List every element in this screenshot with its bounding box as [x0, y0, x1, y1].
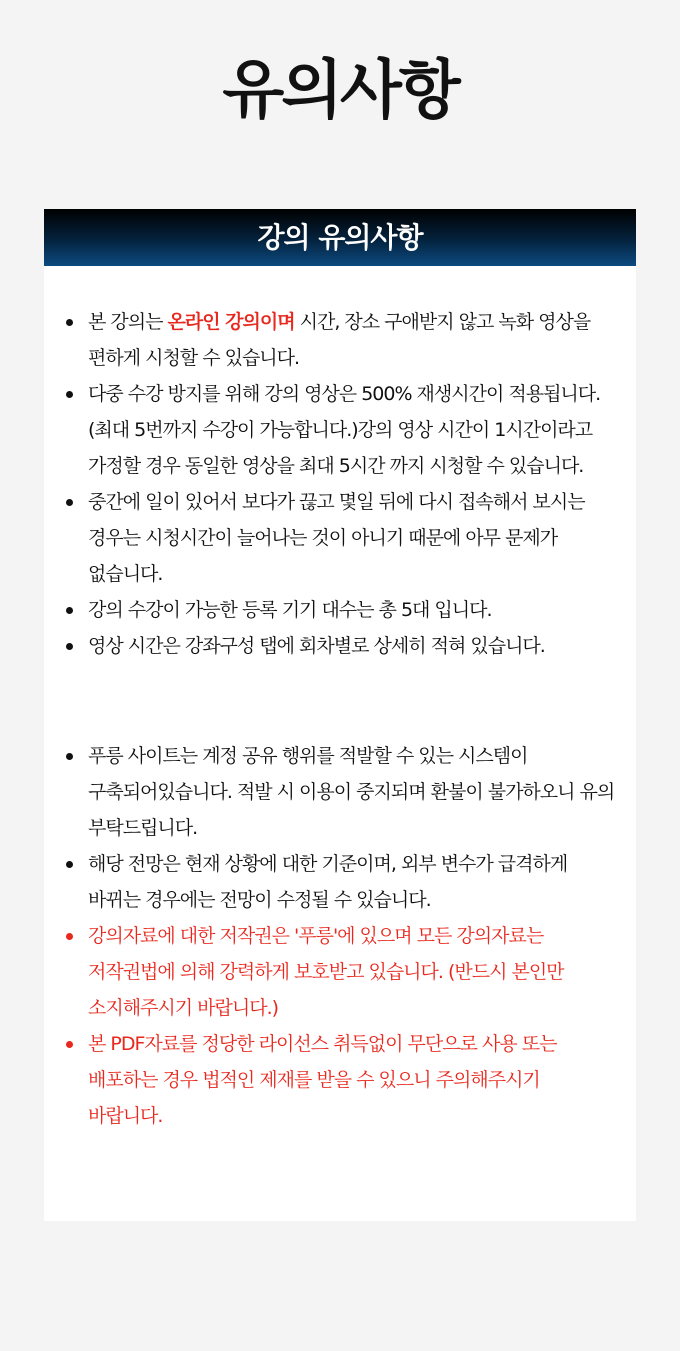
notice-item-pdf-license: 본 PDF자료를 정당한 라이선스 취득없이 무단으로 사용 또는 배포하는 경우 법적인 제재를 받을 수 있으니 주의해주시기 바랍니다.	[88, 1026, 616, 1134]
notice-item-text: 본 강의는	[88, 311, 168, 333]
notice-item-playback-limit: 다중 수강 방지를 위해 강의 영상은 500% 재생시간이 적용됩니다. (최대 5번까지 수강이 가능합니다.)강의 영상 시간이 1시간이라고 가정할 경우 동일한 영상을 최대 5시간 까지 시청할 수 있습니다.	[88, 376, 616, 484]
online-lecture-highlight: 온라인 강의이며	[167, 311, 295, 333]
notice-item-text: 시간, 장소 구애받지 않고 녹화 영상을 편하게 시청할 수 있습니다.	[88, 311, 591, 369]
notice-item-device-limit: 강의 수강이 가능한 등록 기기 대수는 총 5대 입니다.	[88, 592, 616, 628]
notice-item-resume: 중간에 일이 있어서 보다가 끊고 몇일 뒤에 다시 접속해서 보시는 경우는 시청시간이 늘어나는 것이 아니기 때문에 아무 문제가 없습니다.	[88, 484, 616, 592]
notice-list-2	[44, 738, 616, 1134]
notice-item-online	[88, 304, 616, 376]
notice-item-forecast: 해당 전망은 현재 상황에 대한 기준이며, 외부 변수가 급격하게 바뀌는 경우에는 전망이 수정될 수 있습니다.	[88, 846, 616, 918]
notice-list	[44, 304, 616, 664]
notice-item-copyright: 강의자료에 대한 저작권은 '푸릉'에 있으며 모든 강의자료는 저작권법에 의해 강력하게 보호받고 있습니다. (반드시 본인만 소지해주시기 바랍니다.)	[88, 918, 616, 1026]
page-title: 유의사항	[222, 54, 458, 128]
notice-item-video-time: 영상 시간은 강좌구성 탭에 회차별로 상세히 적혀 있습니다.	[88, 628, 616, 664]
notice-card	[44, 209, 636, 1221]
notice-header: 강의 유의사항	[44, 209, 636, 266]
notice-item-account-sharing: 푸릉 사이트는 계정 공유 행위를 적발할 수 있는 시스템이 구축되어있습니다. 적발 시 이용이 중지되며 환불이 불가하오니 유의 부탁드립니다.	[88, 738, 616, 846]
